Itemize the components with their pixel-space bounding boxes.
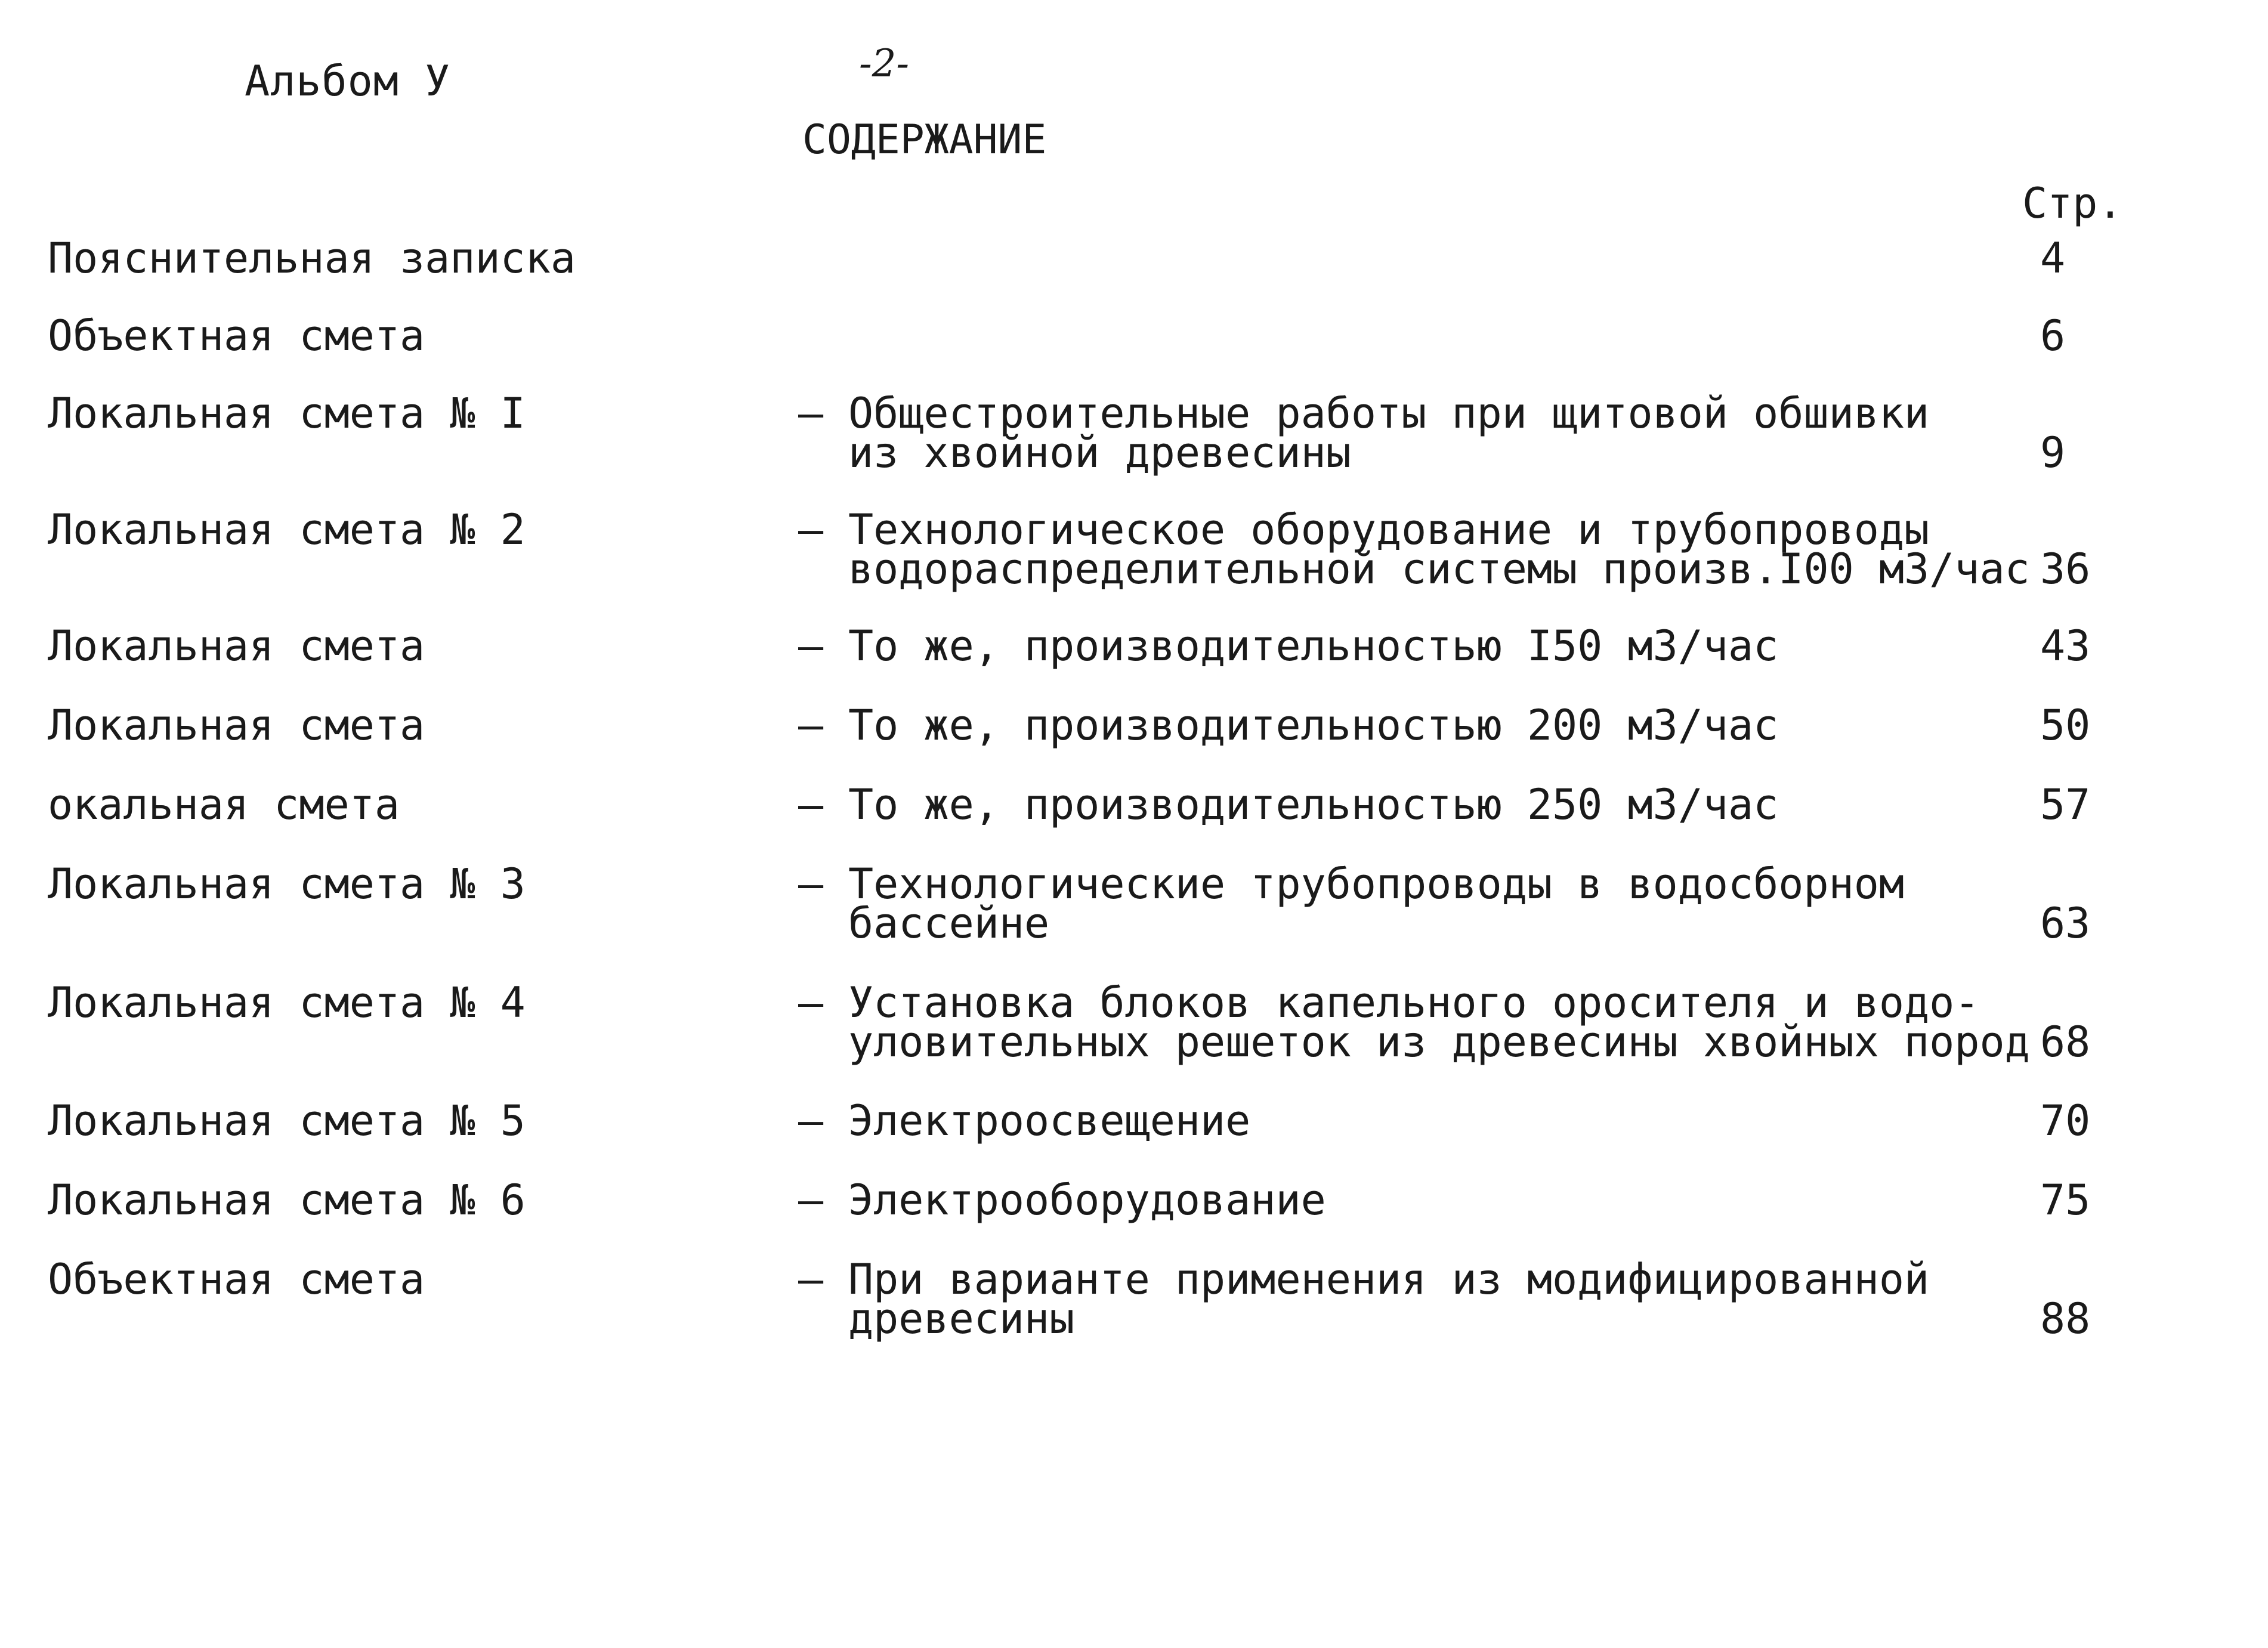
toc-entry-name: Локальная смета № 2	[48, 505, 526, 554]
toc-entry-name: Локальная смета № 4	[48, 978, 526, 1027]
toc-entry-name: Объектная смета	[48, 1255, 425, 1304]
page-title: СОДЕРЖАНИЕ	[802, 116, 1047, 163]
toc-entry-name: Локальная смета № 5	[48, 1096, 526, 1145]
toc-entry-page: 43	[2040, 622, 2091, 670]
toc-entry-description-line: То же, производительностью 200 м3/час	[848, 701, 1779, 750]
toc-entry-dash: –	[798, 780, 824, 829]
toc-entry-description	[848, 505, 2030, 593]
toc-entry-description	[848, 1176, 2017, 1225]
toc-entry-description	[848, 1096, 2017, 1145]
toc-entry-name: окальная смета	[48, 780, 400, 829]
toc-entry-description-line: древесины	[848, 1294, 1075, 1343]
toc-entry-name: Локальная смета № I	[48, 389, 526, 438]
toc-entry-description	[848, 859, 2017, 948]
toc-entry-description	[848, 701, 2017, 750]
toc-entry-description	[848, 622, 2017, 670]
toc-entry-description-line: Электроосвещение	[848, 1096, 1251, 1145]
toc-entry-description-line: из хвойной древесины	[848, 428, 1351, 477]
toc-entry-page: 75	[2040, 1176, 2091, 1225]
toc-entry-description-line: Электрооборудование	[848, 1176, 1326, 1225]
toc-entry-description-line: То же, производительностью 250 м3/час	[848, 780, 1779, 829]
toc-entry-dash: –	[798, 701, 824, 750]
toc-entry-description-line: При варианте применения из модифицированной	[848, 1255, 1930, 1304]
toc-entry-page: 57	[2040, 780, 2091, 829]
toc-entry-description-line: Технологические трубопроводы в водосборном	[848, 859, 1905, 908]
toc-entry-description-line: То же, производительностью I50 м3/час	[848, 622, 1779, 670]
toc-entry-dash: –	[798, 978, 824, 1027]
page-column-label: Стр.	[2022, 179, 2123, 228]
toc-entry-description	[848, 978, 2030, 1066]
toc-entry-description-line: уловительных решеток из древесины хвойных пород	[848, 1018, 2030, 1066]
toc-entry-page: 88	[2040, 1294, 2091, 1343]
page-number: -2-	[859, 42, 909, 86]
toc-entry-page: 63	[2040, 899, 2091, 948]
toc-entry-dash: –	[798, 622, 824, 670]
toc-entry-description-line: бассейне	[848, 899, 1050, 948]
toc-entry-name: Локальная смета № 6	[48, 1176, 526, 1225]
toc-entry-dash: –	[798, 1096, 824, 1145]
toc-entry-dash: –	[798, 389, 824, 438]
toc-entry-description-line: Установка блоков капельного оросителя и водо-	[848, 978, 1980, 1027]
toc-entry-name: Локальная смета	[48, 622, 425, 670]
toc-entry-dash: –	[798, 1176, 824, 1225]
toc-entry-description-line: Общестроительные работы при щитовой обшивки	[848, 389, 1930, 438]
toc-entry-description	[848, 780, 2017, 829]
toc-entry-page: 70	[2040, 1096, 2091, 1145]
toc-entry-description-line: Технологическое оборудование и трубопроводы	[848, 505, 1930, 554]
toc-entry-dash: –	[798, 505, 824, 554]
toc-entry-dash: –	[798, 1255, 824, 1304]
toc-entry-page: 50	[2040, 701, 2091, 750]
toc-entry-page: 68	[2040, 1018, 2091, 1066]
toc-entry-dash: –	[798, 859, 824, 908]
toc-entry-description-line: водораспределительной системы произв.I00 м3/час	[848, 545, 2030, 593]
toc-entry-name: Объектная смета	[48, 311, 425, 360]
album-label: Альбом У	[245, 57, 451, 106]
toc-entry-page: 9	[2040, 428, 2066, 477]
toc-entry-page: 4	[2040, 234, 2066, 283]
toc-entry-name: Локальная смета № 3	[48, 859, 526, 908]
toc-entry-name: Локальная смета	[48, 701, 425, 750]
toc-entry-description	[848, 1255, 2017, 1343]
toc-entry-description	[848, 389, 2017, 477]
toc-entry-page: 36	[2040, 545, 2091, 593]
toc-entry-name: Пояснительная записка	[48, 234, 576, 283]
toc-entry-page: 6	[2040, 311, 2066, 360]
